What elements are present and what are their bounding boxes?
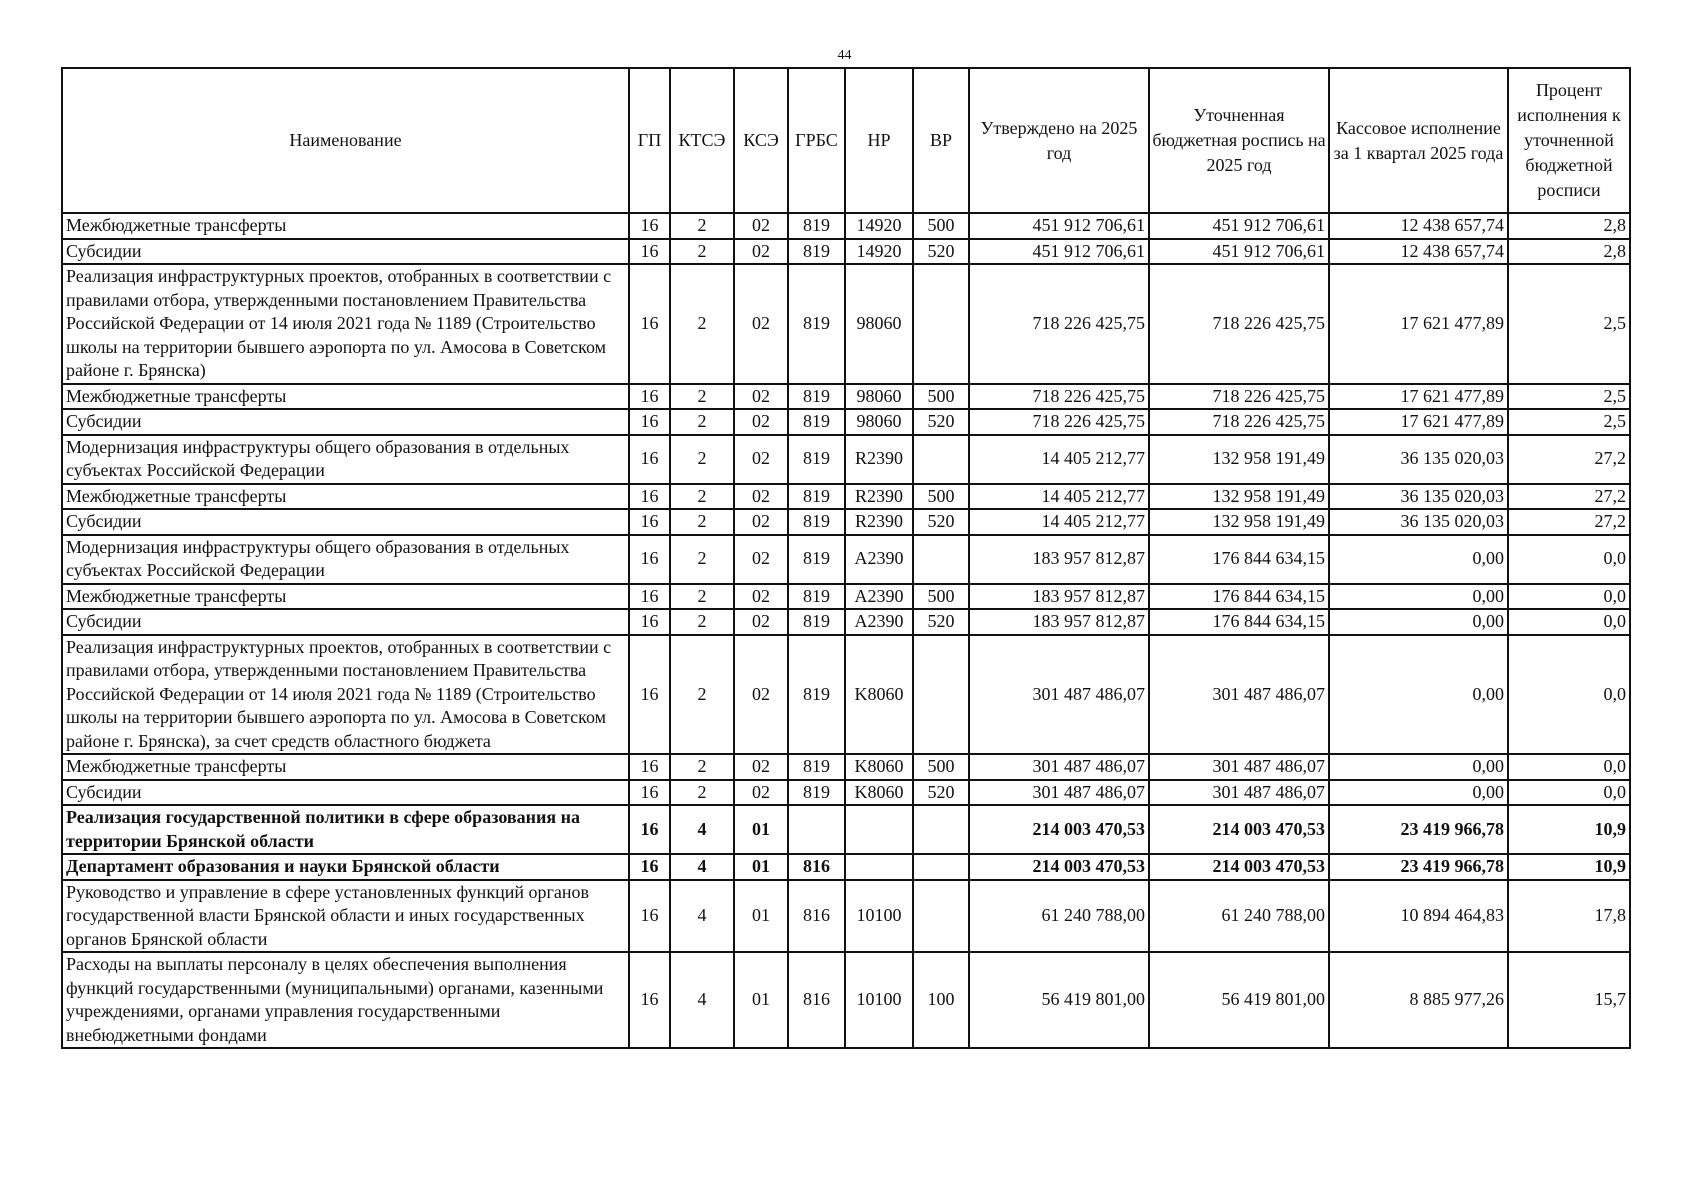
cell-vr: 500 xyxy=(913,384,969,410)
cell-name: Межбюджетные трансферты xyxy=(62,754,629,780)
cell-approved: 214 003 470,53 xyxy=(969,854,1149,880)
cell-ktse: 2 xyxy=(670,584,734,610)
cell-nr: 14920 xyxy=(845,239,913,265)
cell-cash: 0,00 xyxy=(1329,754,1508,780)
cell-kse: 02 xyxy=(734,635,788,755)
cell-approved: 61 240 788,00 xyxy=(969,880,1149,953)
cell-cash: 0,00 xyxy=(1329,635,1508,755)
cell-approved: 718 226 425,75 xyxy=(969,409,1149,435)
cell-cash: 0,00 xyxy=(1329,584,1508,610)
cell-refined: 451 912 706,61 xyxy=(1149,213,1329,239)
table-row xyxy=(62,264,1630,384)
cell-nr: A2390 xyxy=(845,609,913,635)
table-row xyxy=(62,880,1630,953)
table-body xyxy=(62,213,1630,1048)
cell-cash: 0,00 xyxy=(1329,609,1508,635)
cell-gp: 16 xyxy=(629,409,670,435)
cell-nr: 14920 xyxy=(845,213,913,239)
cell-refined: 214 003 470,53 xyxy=(1149,805,1329,854)
cell-refined: 132 958 191,49 xyxy=(1149,484,1329,510)
cell-gp: 16 xyxy=(629,584,670,610)
cell-refined: 301 487 486,07 xyxy=(1149,754,1329,780)
cell-approved: 183 957 812,87 xyxy=(969,584,1149,610)
cell-vr: 520 xyxy=(913,780,969,806)
cell-grbs: 819 xyxy=(788,264,845,384)
table-row xyxy=(62,535,1630,584)
cell-nr: 10100 xyxy=(845,880,913,953)
cell-percent: 0,0 xyxy=(1508,584,1630,610)
cell-kse: 02 xyxy=(734,584,788,610)
cell-kse: 01 xyxy=(734,952,788,1048)
cell-approved: 451 912 706,61 xyxy=(969,239,1149,265)
cell-kse: 02 xyxy=(734,484,788,510)
cell-ktse: 2 xyxy=(670,609,734,635)
cell-ktse: 4 xyxy=(670,805,734,854)
cell-grbs xyxy=(788,805,845,854)
cell-nr xyxy=(845,854,913,880)
cell-cash: 23 419 966,78 xyxy=(1329,854,1508,880)
cell-gp: 16 xyxy=(629,435,670,484)
cell-percent: 0,0 xyxy=(1508,609,1630,635)
cell-approved: 718 226 425,75 xyxy=(969,264,1149,384)
header-vr: ВР xyxy=(913,68,969,213)
cell-grbs: 819 xyxy=(788,239,845,265)
cell-nr: K8060 xyxy=(845,754,913,780)
cell-name: Реализация инфраструктурных проектов, отобранных в соответствии с правилами отбора, утвержденными постановлением Правительства Российской Федерации от 14 июля 2021 года № 1189 (Строительство школы на территории бывшего аэропорта по ул. Амосова в Советском районе г. Брянска) xyxy=(62,264,629,384)
cell-vr: 520 xyxy=(913,409,969,435)
cell-grbs: 816 xyxy=(788,880,845,953)
cell-refined: 301 487 486,07 xyxy=(1149,780,1329,806)
cell-grbs: 819 xyxy=(788,384,845,410)
cell-approved: 56 419 801,00 xyxy=(969,952,1149,1048)
table-row xyxy=(62,780,1630,806)
cell-ktse: 2 xyxy=(670,409,734,435)
cell-ktse: 2 xyxy=(670,384,734,410)
cell-nr: A2390 xyxy=(845,584,913,610)
cell-kse: 02 xyxy=(734,509,788,535)
cell-percent: 10,9 xyxy=(1508,854,1630,880)
header-kse: КСЭ xyxy=(734,68,788,213)
cell-grbs: 819 xyxy=(788,635,845,755)
cell-ktse: 4 xyxy=(670,854,734,880)
cell-vr: 500 xyxy=(913,484,969,510)
cell-vr: 520 xyxy=(913,239,969,265)
cell-gp: 16 xyxy=(629,239,670,265)
cell-gp: 16 xyxy=(629,264,670,384)
cell-kse: 02 xyxy=(734,264,788,384)
cell-ktse: 2 xyxy=(670,213,734,239)
cell-approved: 14 405 212,77 xyxy=(969,509,1149,535)
cell-name: Субсидии xyxy=(62,509,629,535)
cell-percent: 0,0 xyxy=(1508,535,1630,584)
cell-nr: K8060 xyxy=(845,635,913,755)
cell-gp: 16 xyxy=(629,213,670,239)
cell-gp: 16 xyxy=(629,805,670,854)
cell-gp: 16 xyxy=(629,384,670,410)
cell-gp: 16 xyxy=(629,484,670,510)
cell-percent: 27,2 xyxy=(1508,435,1630,484)
cell-cash: 17 621 477,89 xyxy=(1329,264,1508,384)
header-ktse: КТСЭ xyxy=(670,68,734,213)
cell-percent: 0,0 xyxy=(1508,754,1630,780)
cell-approved: 718 226 425,75 xyxy=(969,384,1149,410)
table-row xyxy=(62,239,1630,265)
cell-refined: 132 958 191,49 xyxy=(1149,435,1329,484)
cell-vr: 100 xyxy=(913,952,969,1048)
cell-gp: 16 xyxy=(629,535,670,584)
cell-ktse: 4 xyxy=(670,952,734,1048)
cell-percent: 10,9 xyxy=(1508,805,1630,854)
cell-grbs: 819 xyxy=(788,584,845,610)
cell-gp: 16 xyxy=(629,880,670,953)
cell-name: Субсидии xyxy=(62,609,629,635)
header-row xyxy=(62,68,1630,213)
cell-name: Межбюджетные трансферты xyxy=(62,484,629,510)
cell-nr: 10100 xyxy=(845,952,913,1048)
cell-kse: 02 xyxy=(734,609,788,635)
cell-kse: 02 xyxy=(734,754,788,780)
cell-ktse: 2 xyxy=(670,535,734,584)
cell-nr: R2390 xyxy=(845,509,913,535)
cell-nr: 98060 xyxy=(845,384,913,410)
cell-nr: A2390 xyxy=(845,535,913,584)
cell-cash: 12 438 657,74 xyxy=(1329,213,1508,239)
cell-percent: 2,8 xyxy=(1508,213,1630,239)
cell-ktse: 2 xyxy=(670,264,734,384)
cell-approved: 183 957 812,87 xyxy=(969,609,1149,635)
cell-name: Субсидии xyxy=(62,780,629,806)
cell-refined: 301 487 486,07 xyxy=(1149,635,1329,755)
cell-percent: 2,8 xyxy=(1508,239,1630,265)
cell-cash: 17 621 477,89 xyxy=(1329,384,1508,410)
cell-name: Руководство и управление в сфере установленных функций органов государственной власти Брянской области и иных государственных органов Брянской области xyxy=(62,880,629,953)
cell-ktse: 2 xyxy=(670,754,734,780)
table-row xyxy=(62,805,1630,854)
cell-vr: 500 xyxy=(913,584,969,610)
header-name: Наименование xyxy=(62,68,629,213)
cell-name: Департамент образования и науки Брянской области xyxy=(62,854,629,880)
cell-vr xyxy=(913,435,969,484)
cell-cash: 0,00 xyxy=(1329,535,1508,584)
budget-table xyxy=(61,67,1631,1049)
cell-refined: 176 844 634,15 xyxy=(1149,609,1329,635)
cell-name: Межбюджетные трансферты xyxy=(62,213,629,239)
cell-refined: 56 419 801,00 xyxy=(1149,952,1329,1048)
cell-grbs: 819 xyxy=(788,213,845,239)
cell-ktse: 2 xyxy=(670,435,734,484)
cell-grbs: 819 xyxy=(788,780,845,806)
table-row xyxy=(62,754,1630,780)
cell-percent: 2,5 xyxy=(1508,409,1630,435)
cell-kse: 02 xyxy=(734,535,788,584)
cell-grbs: 819 xyxy=(788,609,845,635)
cell-nr: R2390 xyxy=(845,435,913,484)
cell-vr xyxy=(913,635,969,755)
cell-ktse: 4 xyxy=(670,880,734,953)
header-approved: Утверждено на 2025 год xyxy=(969,68,1149,213)
cell-vr: 520 xyxy=(913,509,969,535)
cell-gp: 16 xyxy=(629,952,670,1048)
table-row xyxy=(62,484,1630,510)
header-percent: Процент исполнения к уточненной бюджетной росписи xyxy=(1508,68,1630,213)
cell-grbs: 819 xyxy=(788,484,845,510)
cell-ktse: 2 xyxy=(670,780,734,806)
table-row xyxy=(62,854,1630,880)
cell-kse: 02 xyxy=(734,780,788,806)
cell-gp: 16 xyxy=(629,635,670,755)
cell-grbs: 819 xyxy=(788,535,845,584)
cell-ktse: 2 xyxy=(670,239,734,265)
cell-cash: 36 135 020,03 xyxy=(1329,509,1508,535)
cell-cash: 23 419 966,78 xyxy=(1329,805,1508,854)
cell-refined: 718 226 425,75 xyxy=(1149,409,1329,435)
header-refined: Уточненная бюджетная роспись на 2025 год xyxy=(1149,68,1329,213)
cell-gp: 16 xyxy=(629,509,670,535)
cell-vr: 520 xyxy=(913,609,969,635)
cell-kse: 01 xyxy=(734,880,788,953)
cell-approved: 14 405 212,77 xyxy=(969,435,1149,484)
cell-gp: 16 xyxy=(629,780,670,806)
cell-grbs: 819 xyxy=(788,509,845,535)
cell-ktse: 2 xyxy=(670,635,734,755)
cell-refined: 718 226 425,75 xyxy=(1149,384,1329,410)
cell-percent: 0,0 xyxy=(1508,635,1630,755)
cell-approved: 301 487 486,07 xyxy=(969,635,1149,755)
cell-approved: 451 912 706,61 xyxy=(969,213,1149,239)
cell-nr: K8060 xyxy=(845,780,913,806)
cell-kse: 02 xyxy=(734,384,788,410)
cell-vr xyxy=(913,264,969,384)
header-gp: ГП xyxy=(629,68,670,213)
cell-cash: 36 135 020,03 xyxy=(1329,435,1508,484)
cell-percent: 27,2 xyxy=(1508,484,1630,510)
cell-percent: 0,0 xyxy=(1508,780,1630,806)
cell-kse: 01 xyxy=(734,854,788,880)
cell-nr: R2390 xyxy=(845,484,913,510)
cell-approved: 183 957 812,87 xyxy=(969,535,1149,584)
cell-name: Модернизация инфраструктуры общего образования в отдельных субъектах Российской Федерации xyxy=(62,535,629,584)
cell-gp: 16 xyxy=(629,854,670,880)
cell-percent: 2,5 xyxy=(1508,384,1630,410)
cell-vr xyxy=(913,854,969,880)
cell-grbs: 819 xyxy=(788,754,845,780)
cell-name: Реализация инфраструктурных проектов, отобранных в соответствии с правилами отбора, утвержденными постановлением Правительства Российской Федерации от 14 июля 2021 года № 1189 (Строительство школы на территории бывшего аэропорта по ул. Амосова в Советском районе г. Брянска), за счет средств областного бюджета xyxy=(62,635,629,755)
table-row xyxy=(62,384,1630,410)
table-row xyxy=(62,952,1630,1048)
cell-percent: 2,5 xyxy=(1508,264,1630,384)
cell-refined: 451 912 706,61 xyxy=(1149,239,1329,265)
cell-nr: 98060 xyxy=(845,409,913,435)
cell-cash: 36 135 020,03 xyxy=(1329,484,1508,510)
header-nr: НР xyxy=(845,68,913,213)
cell-kse: 02 xyxy=(734,435,788,484)
table-row xyxy=(62,213,1630,239)
cell-percent: 27,2 xyxy=(1508,509,1630,535)
cell-grbs: 819 xyxy=(788,435,845,484)
cell-vr xyxy=(913,805,969,854)
cell-grbs: 816 xyxy=(788,854,845,880)
cell-gp: 16 xyxy=(629,754,670,780)
cell-cash: 0,00 xyxy=(1329,780,1508,806)
cell-grbs: 819 xyxy=(788,409,845,435)
cell-ktse: 2 xyxy=(670,484,734,510)
table-row xyxy=(62,409,1630,435)
cell-vr xyxy=(913,880,969,953)
cell-grbs: 816 xyxy=(788,952,845,1048)
cell-kse: 01 xyxy=(734,805,788,854)
cell-cash: 10 894 464,83 xyxy=(1329,880,1508,953)
cell-name: Межбюджетные трансферты xyxy=(62,384,629,410)
cell-approved: 214 003 470,53 xyxy=(969,805,1149,854)
cell-refined: 61 240 788,00 xyxy=(1149,880,1329,953)
cell-cash: 8 885 977,26 xyxy=(1329,952,1508,1048)
cell-refined: 132 958 191,49 xyxy=(1149,509,1329,535)
table-row xyxy=(62,584,1630,610)
cell-approved: 301 487 486,07 xyxy=(969,754,1149,780)
cell-refined: 214 003 470,53 xyxy=(1149,854,1329,880)
cell-name: Реализация государственной политики в сфере образования на территории Брянской области xyxy=(62,805,629,854)
cell-kse: 02 xyxy=(734,409,788,435)
page-number: 44 xyxy=(837,48,852,63)
cell-kse: 02 xyxy=(734,213,788,239)
cell-vr: 500 xyxy=(913,213,969,239)
table-row xyxy=(62,635,1630,755)
cell-name: Межбюджетные трансферты xyxy=(62,584,629,610)
cell-name: Субсидии xyxy=(62,409,629,435)
cell-kse: 02 xyxy=(734,239,788,265)
cell-vr xyxy=(913,535,969,584)
cell-approved: 301 487 486,07 xyxy=(969,780,1149,806)
cell-name: Субсидии xyxy=(62,239,629,265)
cell-percent: 17,8 xyxy=(1508,880,1630,953)
cell-approved: 14 405 212,77 xyxy=(969,484,1149,510)
table-row xyxy=(62,435,1630,484)
cell-gp: 16 xyxy=(629,609,670,635)
cell-vr: 500 xyxy=(913,754,969,780)
cell-name: Модернизация инфраструктуры общего образования в отдельных субъектах Российской Федерации xyxy=(62,435,629,484)
cell-refined: 176 844 634,15 xyxy=(1149,584,1329,610)
cell-cash: 17 621 477,89 xyxy=(1329,409,1508,435)
cell-refined: 176 844 634,15 xyxy=(1149,535,1329,584)
cell-percent: 15,7 xyxy=(1508,952,1630,1048)
header-grbs: ГРБС xyxy=(788,68,845,213)
cell-name: Расходы на выплаты персоналу в целях обеспечения выполнения функций государственными (муниципальными) органами, казенными учреждениями, органами управления государственными внебюджетными фондами xyxy=(62,952,629,1048)
cell-cash: 12 438 657,74 xyxy=(1329,239,1508,265)
table-row xyxy=(62,609,1630,635)
cell-nr: 98060 xyxy=(845,264,913,384)
header-cash: Кассовое исполнение за 1 квартал 2025 года xyxy=(1329,68,1508,213)
table-row xyxy=(62,509,1630,535)
cell-nr xyxy=(845,805,913,854)
cell-refined: 718 226 425,75 xyxy=(1149,264,1329,384)
cell-ktse: 2 xyxy=(670,509,734,535)
